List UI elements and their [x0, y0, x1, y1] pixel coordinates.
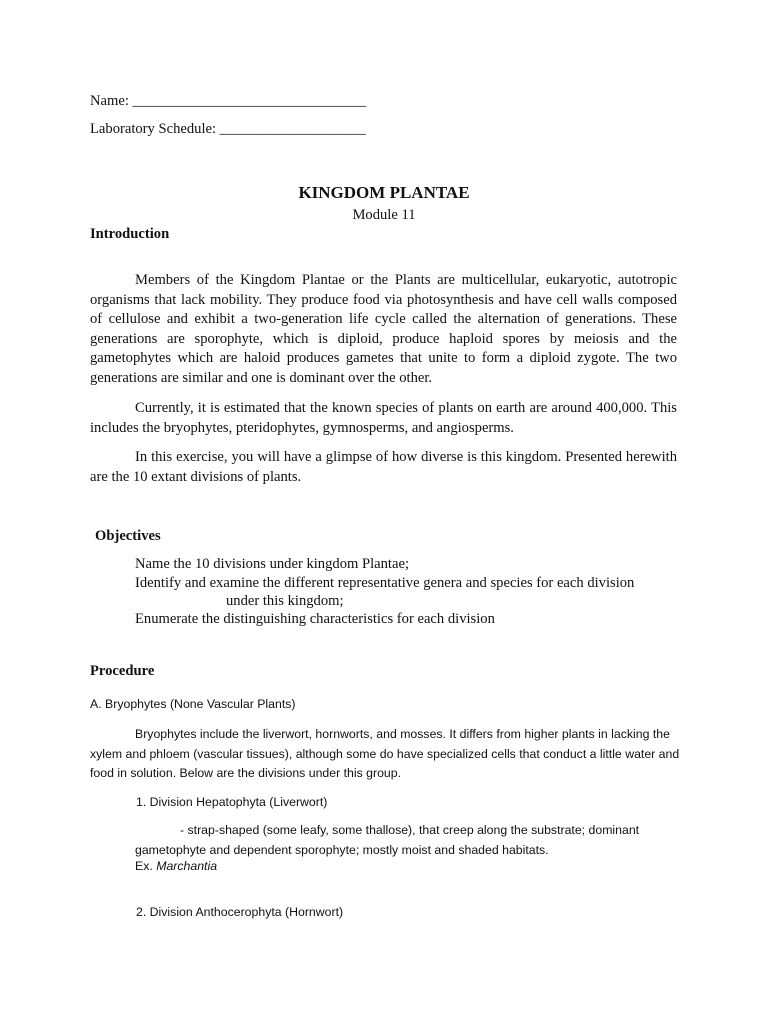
- objective-item: Enumerate the distinguishing characteristics for each division: [135, 611, 495, 627]
- division-2-heading: 2. Division Anthocerophyta (Hornwort): [136, 905, 344, 919]
- objective-item-continuation: under this kingdom;: [226, 593, 344, 609]
- division-1-heading: 1. Division Hepatophyta (Liverwort): [136, 795, 328, 809]
- intro-paragraph-1: Members of the Kingdom Plantae or the Plants are multicellular, eukaryotic, autotropic organisms that lack mobility. They produce food via photosynthesis and have cell walls composed of cellulose and exhibit a two-generation life cycle called the alternation of generations. These generations are sporophyte, which is diploid, produce haploid spores by meiosis and the gametophytes which are haloid produces gametes that unite to form a diploid zygote. The two generations are similar and one is dominant over the other.: [90, 272, 677, 386]
- objectives-heading: Objectives: [95, 528, 161, 544]
- intro-paragraph-2: Currently, it is estimated that the known species of plants on earth are around 400,000. This includes the bryophytes, pteridophytes, gymnosperms, and angiosperms.: [90, 400, 677, 436]
- section-a-paragraph: Bryophytes include the liverwort, hornworts, and mosses. It differs from higher plants in lacking the xylem and phloem (vascular tissues), although some do have specialized cells that conduct a little water and food in solution. Below are the divisions under this group.: [90, 727, 680, 780]
- objective-item: Identify and examine the different representative genera and species for each division: [135, 575, 635, 591]
- introduction-heading: Introduction: [90, 226, 170, 242]
- name-field[interactable]: Name: ________________________________: [90, 93, 367, 109]
- page-title: KINGDOM PLANTAE: [298, 183, 470, 202]
- division-1-description: - strap-shaped (some leafy, some thallose), that creep along the substrate; dominant gametophyte and dependent sporophyte; mostly moist and shaded habitats.: [135, 823, 640, 857]
- objective-item: Name the 10 divisions under kingdom Plantae;: [135, 556, 409, 572]
- laboratory-schedule-field[interactable]: Laboratory Schedule: ____________________: [90, 121, 366, 137]
- example-genus: Marchantia: [156, 859, 218, 873]
- procedure-heading: Procedure: [90, 663, 155, 679]
- example-label: Ex.: [135, 859, 153, 873]
- intro-paragraph-3: In this exercise, you will have a glimpse of how diverse is this kingdom. Presented herewith are the 10 extant divisions of plants.: [90, 449, 677, 485]
- section-a-heading: A. Bryophytes (None Vascular Plants): [90, 697, 296, 711]
- page-subtitle: Module 11: [352, 207, 416, 223]
- division-1-example: [135, 857, 217, 877]
